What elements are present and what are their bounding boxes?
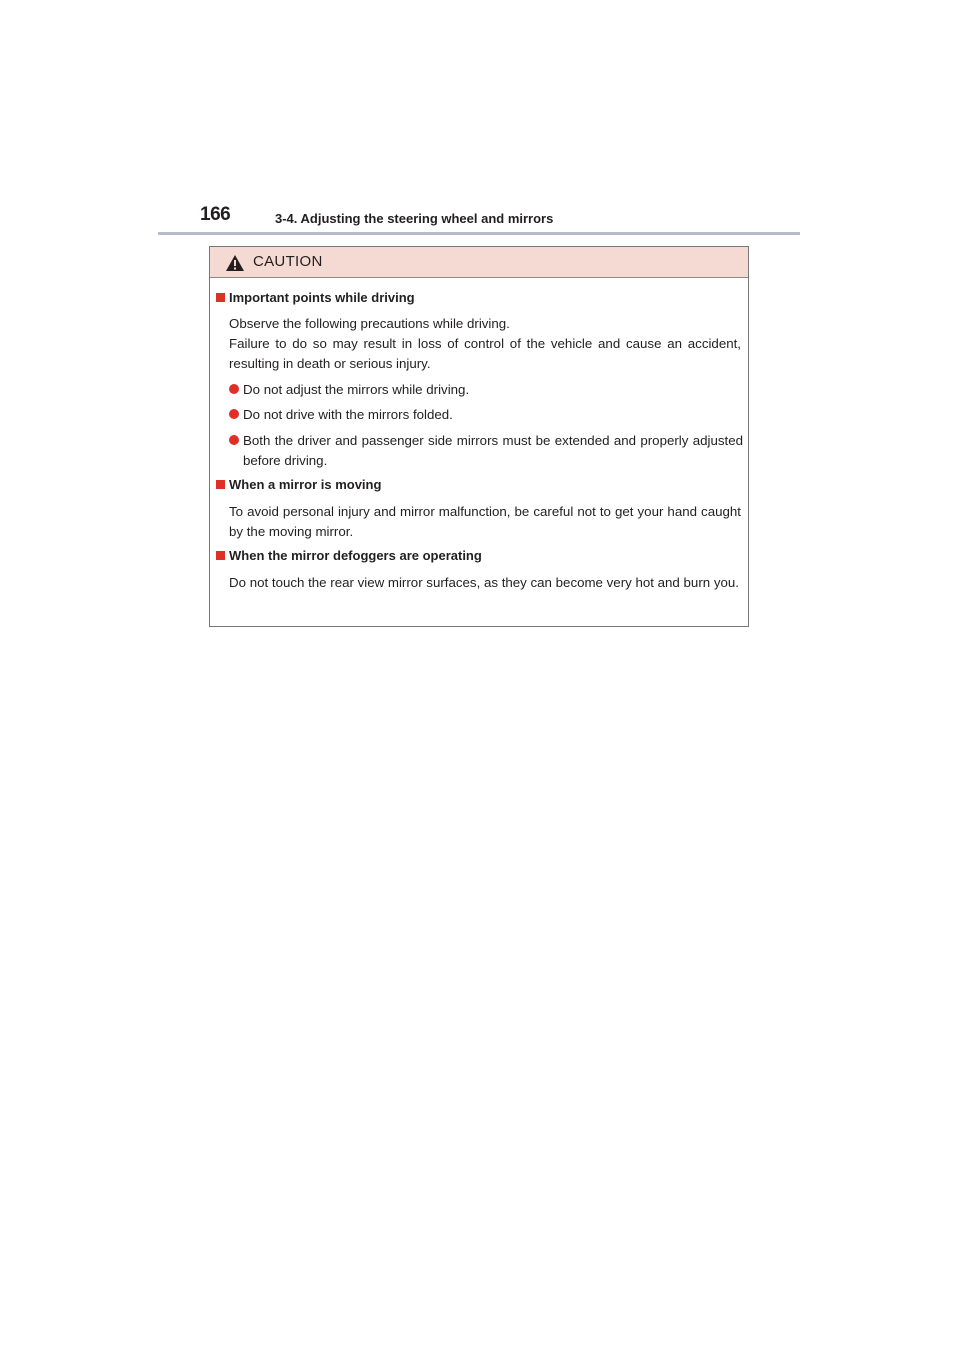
- round-bullet-icon: [229, 435, 239, 445]
- section-heading: Important points while driving: [216, 290, 415, 305]
- list-item: Do not drive with the mirrors folded.: [229, 405, 743, 425]
- warning-triangle-icon: [225, 254, 245, 272]
- list-item: Do not adjust the mirrors while driving.: [229, 380, 743, 400]
- caution-box: [209, 246, 749, 627]
- caution-header: [210, 247, 748, 278]
- paragraph: Failure to do so may result in loss of control of the vehicle and cause an accident, resulting in death or serious injury.: [229, 336, 741, 371]
- section-heading: When a mirror is moving: [216, 477, 381, 492]
- round-bullet-icon: [229, 409, 239, 419]
- round-bullet-icon: [229, 384, 239, 394]
- caution-label: CAUTION: [253, 253, 323, 270]
- square-bullet-icon: [216, 293, 225, 302]
- paragraph: Observe the following precautions while driving.: [229, 316, 510, 331]
- section-heading: When the mirror defoggers are operating: [216, 548, 482, 563]
- square-bullet-icon: [216, 551, 225, 560]
- page-header: [158, 200, 800, 236]
- page-number: 166: [200, 204, 231, 225]
- list-item: Both the driver and passenger side mirrors must be extended and properly adjusted before driving.: [229, 431, 743, 470]
- paragraph: To avoid personal injury and mirror malfunction, be careful not to get your hand caught by the moving mirror.: [229, 504, 741, 539]
- square-bullet-icon: [216, 480, 225, 489]
- header-divider: [158, 232, 800, 235]
- section-title: 3-4. Adjusting the steering wheel and mirrors: [275, 211, 554, 226]
- paragraph: Do not touch the rear view mirror surfaces, as they can become very hot and burn you.: [229, 575, 739, 590]
